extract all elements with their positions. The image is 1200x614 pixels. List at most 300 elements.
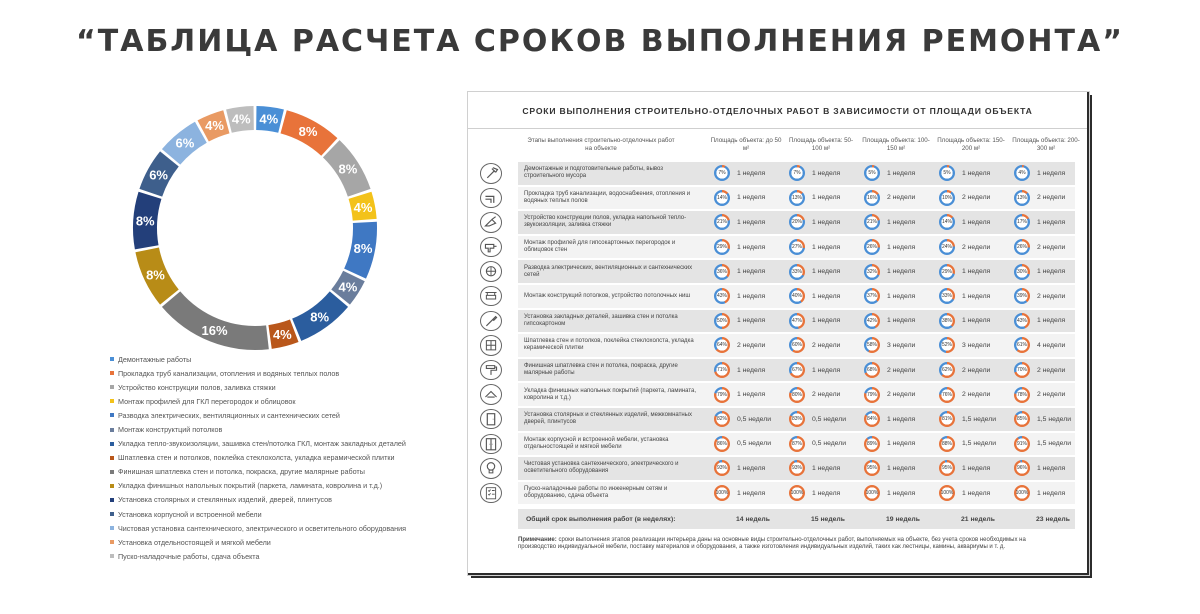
duration-value: 2 недели [887, 194, 916, 202]
table-title: СРОКИ ВЫПОЛНЕНИЯ СТРОИТЕЛЬНО-ОТДЕЛОЧНЫХ РАБОТ В ЗАВИСИМОСТИ ОТ ПЛОЩАДИ ОБЪЕКТА [468, 106, 1087, 129]
tile-icon [480, 335, 502, 356]
total-value: 14 недель [736, 515, 770, 523]
table-note [518, 537, 1038, 552]
legend-swatch [110, 540, 114, 544]
progress-percent: 62% [941, 367, 952, 374]
stage-name: Установка закладных деталей, зашивка стен и потолка гипсокартоном [524, 313, 678, 327]
progress-percent: 100% [940, 490, 954, 497]
table-row [468, 358, 1087, 383]
legend-swatch [110, 371, 114, 375]
legend-item [110, 493, 440, 507]
duration-cell [864, 481, 915, 506]
duration-cell [714, 186, 765, 211]
legend-swatch [110, 498, 114, 502]
donut-segment-label: 16% [201, 322, 228, 338]
stage-name: Разводка электрических, вентиляционных и сантехнических сетей [524, 264, 693, 278]
progress-percent: 7% [718, 170, 726, 177]
duration-value: 1 неделя [812, 194, 841, 202]
area-column-header: Площадь объекта: 200-300 м² [1012, 137, 1080, 152]
duration-cell [864, 309, 915, 334]
legend-label: Прокладка труб канализации, отопления и водяных теплых полов [118, 368, 340, 378]
stage-name: Монтаж профилей для гипсокартонных перегородок и облицовок стен [524, 240, 676, 254]
duration-cell [864, 382, 915, 407]
duration-value: 1 неделя [737, 464, 766, 472]
progress-ring [939, 436, 955, 452]
duration-value: 1 неделя [812, 169, 841, 177]
duration-cell [864, 358, 915, 383]
legend-swatch [110, 385, 114, 389]
progress-ring [939, 337, 955, 353]
progress-ring [864, 337, 880, 353]
legend-swatch [110, 413, 114, 417]
duration-cell [789, 432, 846, 457]
legend-item [110, 507, 440, 521]
duration-cell [864, 210, 915, 235]
progress-percent: 76% [941, 391, 952, 398]
duration-value: 1,5 недели [962, 440, 997, 448]
progress-ring [1014, 165, 1030, 181]
progress-ring [714, 337, 730, 353]
progress-percent: 71% [716, 367, 727, 374]
progress-ring [864, 485, 880, 501]
roller-icon [480, 360, 502, 381]
duration-cell [789, 210, 840, 235]
duration-cell [714, 161, 765, 186]
progress-ring [714, 288, 730, 304]
progress-ring [1014, 411, 1030, 427]
duration-cell [1014, 259, 1065, 284]
duration-cell [1014, 309, 1065, 334]
stage-name: Пуско-наладочные работы по инженерным сетям и оборудованию, сдача объекта [524, 486, 668, 500]
duration-cell [789, 382, 840, 407]
legend-item [110, 479, 440, 493]
table-row [468, 259, 1087, 284]
progress-percent: 20% [791, 219, 802, 226]
duration-value: 0,5 недели [812, 415, 847, 423]
progress-percent: 79% [716, 391, 727, 398]
progress-ring [864, 264, 880, 280]
progress-percent: 5% [868, 170, 876, 177]
duration-value: 1 неделя [812, 317, 841, 325]
donut-segment-label: 8% [310, 309, 330, 325]
progress-ring [714, 313, 730, 329]
duration-cell [939, 259, 990, 284]
progress-percent: 58% [866, 342, 877, 349]
progress-percent: 89% [866, 440, 877, 447]
progress-percent: 40% [791, 293, 802, 300]
legend-label: Установка корпусной и встроенной мебели [118, 509, 262, 519]
duration-cell [939, 210, 990, 235]
progress-percent: 14% [941, 219, 952, 226]
duration-cell [1014, 382, 1065, 407]
progress-ring [939, 190, 955, 206]
progress-percent: 16% [866, 194, 877, 201]
duration-value: 1 неделя [812, 268, 841, 276]
duration-cell [789, 309, 840, 334]
duration-value: 1 неделя [962, 489, 991, 497]
progress-ring [864, 214, 880, 230]
duration-value: 1,5 недели [962, 415, 997, 423]
duration-cell [789, 186, 840, 211]
progress-ring [789, 239, 805, 255]
progress-ring [789, 264, 805, 280]
stage-name: Шпатлевка стен и потолков, поклейка стеклохолста, укладка керамической плитки [524, 338, 694, 352]
duration-cell [939, 358, 990, 383]
progress-percent: 7% [793, 170, 801, 177]
progress-percent: 37% [866, 293, 877, 300]
progress-percent: 32% [866, 268, 877, 275]
progress-percent: 30% [1016, 268, 1027, 275]
progress-percent: 26% [866, 244, 877, 251]
progress-ring [939, 460, 955, 476]
progress-ring [864, 313, 880, 329]
duration-cell [714, 407, 771, 432]
progress-percent: 60% [791, 342, 802, 349]
duration-cell [789, 235, 840, 260]
duration-value: 1 неделя [887, 317, 916, 325]
floor-icon [480, 384, 502, 405]
duration-cell [789, 481, 840, 506]
duration-cell [864, 161, 915, 186]
progress-percent: 95% [866, 465, 877, 472]
duration-value: 1 неделя [737, 391, 766, 399]
duration-value: 1 неделя [1037, 317, 1066, 325]
donut-segment-label: 8% [338, 161, 358, 177]
progress-ring [864, 411, 880, 427]
progress-ring [939, 214, 955, 230]
progress-percent: 78% [1016, 391, 1027, 398]
progress-ring [789, 165, 805, 181]
progress-percent: 79% [866, 391, 877, 398]
progress-ring [1014, 239, 1030, 255]
duration-value: 4 недели [1037, 341, 1066, 349]
legend-label: Чистовая установка сантехнического, электрического и осветительного оборудования [118, 523, 406, 533]
duration-cell [939, 161, 990, 186]
progress-percent: 82% [716, 416, 727, 423]
progress-ring [939, 362, 955, 378]
duration-value: 1,5 недели [1037, 440, 1072, 448]
duration-cell [1014, 186, 1065, 211]
duration-value: 2 недели [1037, 243, 1066, 251]
progress-percent: 14% [716, 194, 727, 201]
duration-value: 1 неделя [737, 218, 766, 226]
duration-cell [789, 161, 840, 186]
duration-value: 0,5 недели [812, 440, 847, 448]
table-row [468, 210, 1087, 235]
total-label: Общий срок выполнения работ (в неделях): [526, 515, 676, 523]
duration-cell [864, 235, 915, 260]
progress-percent: 86% [716, 440, 727, 447]
stage-name: Устройство конструкции полов, укладка напольной тепло-звукоизоляции, заливка стяжки [524, 215, 687, 229]
legend-label: Пуско-наладочные работы, сдача объекта [118, 551, 260, 561]
legend-item [110, 394, 440, 408]
progress-ring [714, 239, 730, 255]
total-value: 19 недель [886, 515, 920, 523]
duration-value: 1 неделя [812, 489, 841, 497]
table-header [468, 137, 1087, 161]
progress-percent: 81% [941, 416, 952, 423]
duration-value: 1 неделя [812, 292, 841, 300]
progress-percent: 26% [1016, 244, 1027, 251]
progress-percent: 100% [1015, 490, 1029, 497]
stage-name: Финишная шпатлевка стен и потолка, покраска, другие малярные работы [524, 363, 678, 377]
progress-percent: 64% [716, 342, 727, 349]
duration-cell [1014, 456, 1065, 481]
legend-label: Монтаж конструктций потолков [118, 425, 223, 435]
ceiling-icon [480, 286, 502, 307]
stage-name: Прокладка труб канализации, водоснабжения, отопления и водяных теплых полов [524, 190, 691, 204]
legend-item [110, 422, 440, 436]
progress-ring [864, 460, 880, 476]
progress-percent: 10% [941, 194, 952, 201]
duration-value: 1 неделя [737, 243, 766, 251]
duration-value: 1 неделя [887, 243, 916, 251]
duration-value: 1 неделя [737, 317, 766, 325]
duration-cell [789, 456, 840, 481]
chart-legend [110, 352, 440, 563]
total-value: 15 недель [811, 515, 845, 523]
duration-cell [864, 333, 915, 358]
duration-cell [939, 382, 990, 407]
duration-cell [939, 309, 990, 334]
duration-value: 2 недели [962, 366, 991, 374]
progress-percent: 43% [716, 293, 727, 300]
progress-percent: 93% [716, 465, 727, 472]
progress-percent: 27% [791, 244, 802, 251]
progress-ring [1014, 387, 1030, 403]
duration-cell [1014, 161, 1065, 186]
duration-value: 1 неделя [1037, 489, 1066, 497]
duration-cell [1014, 284, 1065, 309]
progress-percent: 43% [1016, 317, 1027, 324]
progress-percent: 29% [941, 268, 952, 275]
duration-cell [939, 432, 996, 457]
progress-percent: 47% [791, 317, 802, 324]
progress-ring [789, 362, 805, 378]
bulb-icon [480, 458, 502, 479]
progress-ring [939, 387, 955, 403]
progress-ring [864, 436, 880, 452]
progress-percent: 21% [866, 219, 877, 226]
progress-percent: 42% [866, 317, 877, 324]
duration-cell [789, 358, 840, 383]
legend-label: Финишная шпатлевка стен и потолка, покраска, другие малярные работы [118, 467, 365, 477]
duration-value: 2 недели [887, 391, 916, 399]
duration-value: 2 недели [1037, 391, 1066, 399]
legend-label: Монтаж профилей для ГКЛ перегородок и облицовок [118, 396, 296, 406]
legend-item [110, 535, 440, 549]
progress-ring [939, 165, 955, 181]
note-label: Примечание: [518, 537, 557, 543]
stage-name: Установка столярных и стеклянных изделий, межкомнатных дверей, плинтусов [524, 412, 692, 426]
progress-ring [1014, 436, 1030, 452]
legend-swatch [110, 484, 114, 488]
duration-value: 1 неделя [1037, 169, 1066, 177]
duration-value: 3 недели [887, 341, 916, 349]
drill-icon [480, 237, 502, 258]
duration-cell [939, 333, 990, 358]
duration-cell [789, 284, 840, 309]
trowel-icon [480, 212, 502, 233]
progress-ring [714, 362, 730, 378]
duration-cell [714, 456, 765, 481]
donut-segment-label: 8% [135, 213, 155, 229]
total-row [518, 509, 1075, 529]
duration-value: 1 неделя [812, 218, 841, 226]
table-body [468, 161, 1087, 505]
duration-cell [1014, 432, 1071, 457]
progress-percent: 24% [941, 244, 952, 251]
progress-ring [789, 313, 805, 329]
duration-value: 2 недели [962, 194, 991, 202]
duration-value: 1 неделя [812, 464, 841, 472]
duration-cell [714, 284, 765, 309]
legend-swatch [110, 512, 114, 516]
legend-swatch [110, 554, 114, 558]
progress-ring [939, 313, 955, 329]
progress-percent: 29% [716, 244, 727, 251]
legend-item [110, 451, 440, 465]
duration-value: 1 неделя [962, 218, 991, 226]
stage-name: Укладка финишных напольных покрытий (паркета, ламината, ковролина и т.д.) [524, 387, 697, 401]
legend-swatch [110, 442, 114, 446]
duration-cell [789, 259, 840, 284]
table-row [468, 284, 1087, 309]
duration-value: 1 неделя [737, 268, 766, 276]
duration-value: 1 неделя [1037, 464, 1066, 472]
progress-ring [939, 485, 955, 501]
legend-item [110, 408, 440, 422]
duration-cell [1014, 358, 1065, 383]
duration-value: 2 недели [962, 391, 991, 399]
legend-item [110, 549, 440, 563]
duration-cell [789, 407, 846, 432]
duration-cell [1014, 407, 1071, 432]
duration-value: 1 неделя [887, 292, 916, 300]
duration-cell [864, 432, 915, 457]
progress-percent: 33% [941, 293, 952, 300]
progress-ring [864, 239, 880, 255]
stage-name: Монтаж корпусной и встроенной мебели, установка отдельностоящей и мягкой мебели [524, 436, 669, 450]
duration-value: 2 недели [812, 391, 841, 399]
progress-ring [864, 288, 880, 304]
area-column-header: Площадь объекта: 50-100 м² [788, 137, 854, 152]
door-icon [480, 409, 502, 430]
duration-cell [714, 235, 765, 260]
page-title: “ТАБЛИЦА РАСЧЕТА СРОКОВ ВЫПОЛНЕНИЯ РЕМОНТА” [76, 24, 1124, 59]
legend-item [110, 437, 440, 451]
legend-item [110, 521, 440, 535]
donut-segment-label: 8% [146, 267, 165, 283]
table-row [468, 333, 1087, 358]
legend-item [110, 366, 440, 380]
duration-value: 1 неделя [962, 268, 991, 276]
donut-chart [120, 93, 390, 363]
progress-percent: 61% [1016, 342, 1027, 349]
progress-ring [1014, 288, 1030, 304]
legend-label: Установка отдельностоящей и мягкой мебели [118, 537, 271, 547]
progress-ring [714, 411, 730, 427]
table-row [468, 186, 1087, 211]
duration-value: 1,5 недели [1037, 415, 1072, 423]
area-column-header: Площадь объекта: 100-150 м² [862, 137, 930, 152]
table-row [468, 481, 1087, 506]
legend-label: Шпатлевка стен и потолков, поклейка стеклохолста, укладка керамической плитки [118, 453, 395, 463]
progress-percent: 67% [791, 367, 802, 374]
duration-value: 1 неделя [887, 489, 916, 497]
duration-value: 1 неделя [812, 366, 841, 374]
table-row [468, 456, 1087, 481]
duration-value: 1 неделя [1037, 218, 1066, 226]
legend-label: Устройство конструкции полов, заливка стяжки [118, 382, 276, 392]
duration-value: 2 недели [1037, 292, 1066, 300]
note-text: сроки выполнения этапов реализации интерьера даны на основные виды строительно-отделочных работ, выполняемых на объекте, без учета сроков необходимых на производство индивидуальной мебели, поставку материалов и оборудования, а также изготовления индивидуальных изделий, таких как лестницы, камины, аквариумы и т. д. [518, 537, 1026, 551]
legend-swatch [110, 456, 114, 460]
progress-percent: 70% [1016, 367, 1027, 374]
duration-cell [939, 407, 996, 432]
progress-ring [789, 436, 805, 452]
duration-cell [939, 481, 990, 506]
progress-ring [714, 214, 730, 230]
progress-percent: 36% [716, 268, 727, 275]
progress-ring [864, 362, 880, 378]
progress-percent: 84% [866, 416, 877, 423]
progress-ring [714, 436, 730, 452]
progress-percent: 52% [941, 342, 952, 349]
area-column-header: Площадь объекта: до 50 м² [710, 137, 782, 152]
table-row [468, 407, 1087, 432]
progress-ring [789, 288, 805, 304]
duration-value: 1 неделя [887, 415, 916, 423]
progress-percent: 100% [715, 490, 729, 497]
progress-ring [1014, 264, 1030, 280]
duration-value: 2 недели [812, 341, 841, 349]
schedule-table-panel [468, 92, 1089, 575]
progress-percent: 38% [941, 317, 952, 324]
duration-cell [1014, 210, 1065, 235]
progress-percent: 100% [865, 490, 879, 497]
duration-cell [789, 333, 840, 358]
donut-segment-label: 4% [272, 327, 292, 343]
duration-cell [864, 407, 915, 432]
stage-column-header: Этапы выполнения строительно-отделочных работ на объекте [527, 137, 675, 152]
table-row [468, 235, 1087, 260]
duration-cell [1014, 333, 1065, 358]
progress-ring [789, 214, 805, 230]
progress-ring [1014, 214, 1030, 230]
progress-ring [714, 460, 730, 476]
progress-ring [789, 460, 805, 476]
progress-ring [714, 165, 730, 181]
progress-percent: 91% [1016, 440, 1027, 447]
stage-name: Монтаж конструкций потолков, устройство потолочных ниш [524, 292, 691, 299]
progress-percent: 93% [791, 465, 802, 472]
progress-ring [1014, 485, 1030, 501]
duration-cell [864, 186, 915, 211]
total-value: 23 недель [1036, 515, 1070, 523]
donut-segment-label: 4% [259, 111, 279, 127]
duration-value: 1 неделя [887, 268, 916, 276]
duration-cell [714, 481, 765, 506]
duration-value: 1 неделя [962, 292, 991, 300]
duration-cell [714, 259, 765, 284]
duration-value: 2 недели [962, 243, 991, 251]
duration-value: 1 неделя [737, 292, 766, 300]
donut-segment-label: 6% [175, 135, 195, 151]
donut-segment-label: 8% [298, 124, 318, 140]
duration-cell [864, 456, 915, 481]
legend-swatch [110, 428, 114, 432]
